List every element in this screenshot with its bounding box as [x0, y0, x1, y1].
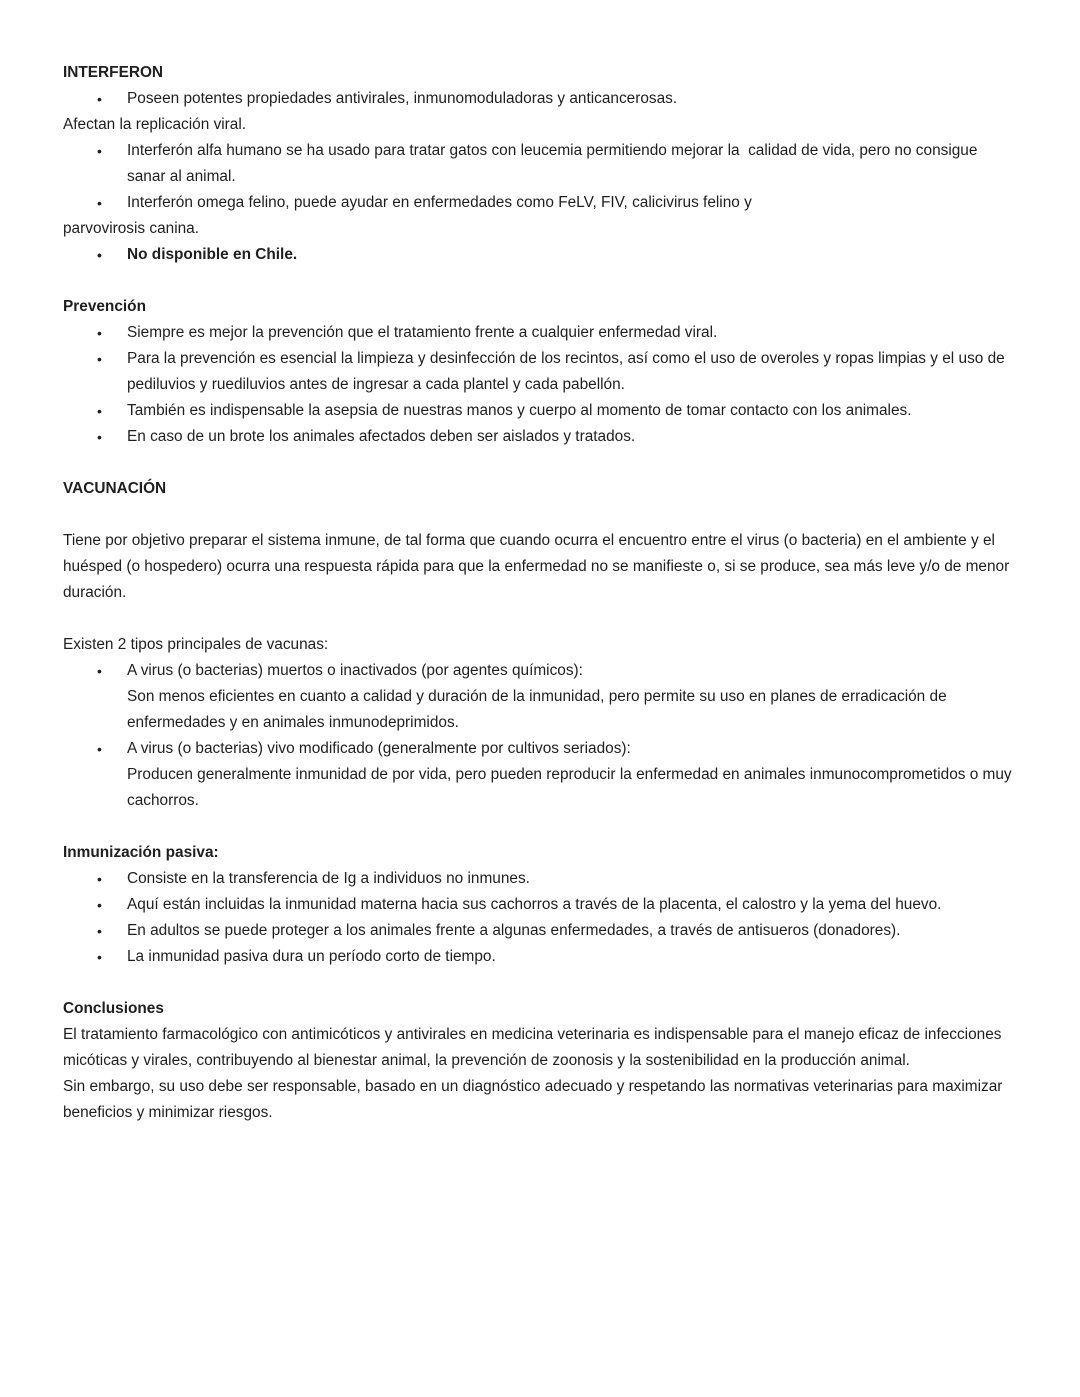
bullet-line: A virus (o bacterias) muertos o inactivados (por agentes químicos):: [127, 662, 583, 679]
bullet-item: [63, 86, 1015, 112]
bullet-item: [63, 892, 1015, 918]
bullet-item: [63, 346, 1015, 398]
bullet-line: Producen generalmente inmunidad de por vida, pero pueden reproducir la enfermedad en animales inmunocomprometidos o muy cachorros.: [127, 766, 1016, 809]
bullet-text: [127, 138, 1015, 190]
paragraph: Tiene por objetivo preparar el sistema inmune, de tal forma que cuando ocurra el encuentro entre el virus (o bacteria) en el ambiente y el huésped (o hospedero) ocurra una respuesta rápida para que la enfermedad no se manifieste o, si se produce, sea más leve y/o de menor duración.: [63, 532, 1014, 601]
bullet-text: [127, 320, 1015, 346]
blank-line: [63, 606, 1015, 632]
blank-line: [63, 814, 1015, 840]
bullet-line: También es indispensable la asepsia de nuestras manos y cuerpo al momento de tomar contacto con los animales.: [127, 402, 912, 419]
blank-line: [63, 970, 1015, 996]
bullet-line: Siempre es mejor la prevención que el tratamiento frente a cualquier enfermedad viral.: [127, 324, 718, 341]
bullet-text: [127, 86, 1015, 112]
paragraph: Afectan la replicación viral.: [63, 116, 247, 133]
bullet-line: En caso de un brote los animales afectados deben ser aislados y tratados.: [127, 428, 636, 445]
section-heading: VACUNACIÓN: [63, 480, 167, 497]
bullet-dot-icon: •: [97, 923, 102, 939]
bullet-line: A virus (o bacterias) vivo modificado (generalmente por cultivos seriados):: [127, 740, 631, 757]
paragraph: Sin embargo, su uso debe ser responsable, basado en un diagnóstico adecuado y respetando las normativas veterinarias para maximizar beneficios y minimizar riesgos.: [63, 1078, 1007, 1121]
bullet-dot-icon: •: [97, 325, 102, 341]
bullet-line: Poseen potentes propiedades antivirales, inmunomoduladoras y anticancerosas.: [127, 90, 678, 107]
bullet-item: [63, 242, 1015, 268]
bullet-line: Aquí están incluidas la inmunidad materna hacia sus cachorros a través de la placenta, el calostro y la yema del huevo.: [127, 896, 942, 913]
bullet-item: [63, 918, 1015, 944]
bullet-item: [63, 736, 1015, 814]
bullet-dot-icon: •: [97, 741, 102, 757]
bullet-dot-icon: •: [97, 429, 102, 445]
bullet-text: [127, 892, 1015, 918]
bullet-dot-icon: •: [97, 143, 102, 159]
bullet-line: Interferón alfa humano se ha usado para tratar gatos con leucemia permitiendo mejorar la calidad de vida, pero no consigue sanar al animal.: [127, 142, 982, 185]
bullet-text: [127, 346, 1015, 398]
bullet-text: [127, 424, 1015, 450]
bullet-text: [127, 242, 1015, 268]
bullet-text: [127, 658, 1015, 736]
bullet-item: [63, 398, 1015, 424]
bullet-text: [127, 736, 1015, 814]
bullet-dot-icon: •: [97, 871, 102, 887]
blank-line: [63, 502, 1015, 528]
bullet-item: [63, 658, 1015, 736]
bullet-line: Consiste en la transferencia de Ig a individuos no inmunes.: [127, 870, 530, 887]
section-heading: INTERFERON: [63, 64, 164, 81]
blank-line: [63, 450, 1015, 476]
bullet-item: [63, 866, 1015, 892]
bullet-line: En adultos se puede proteger a los animales frente a algunas enfermedades, a través de antisueros (donadores).: [127, 922, 901, 939]
bullet-dot-icon: •: [97, 897, 102, 913]
bullet-item: [63, 424, 1015, 450]
blank-line: [63, 268, 1015, 294]
paragraph: parvovirosis canina.: [63, 220, 200, 237]
bullet-item: [63, 190, 1015, 216]
bullet-text: [127, 398, 1015, 424]
bullet-line: Son menos eficientes en cuanto a calidad y duración de la inmunidad, pero permite su uso en planes de erradicación de enfermedades y en animales inmunodeprimidos.: [127, 688, 951, 731]
bullet-line: No disponible en Chile.: [127, 246, 298, 263]
section-heading: Inmunización pasiva:: [63, 844, 219, 861]
section-heading: Prevención: [63, 298, 146, 315]
bullet-dot-icon: •: [97, 663, 102, 679]
bullet-text: [127, 944, 1015, 970]
bullet-dot-icon: •: [97, 195, 102, 211]
bullet-item: [63, 138, 1015, 190]
bullet-text: [127, 918, 1015, 944]
bullet-dot-icon: •: [97, 403, 102, 419]
bullet-dot-icon: •: [97, 949, 102, 965]
bullet-line: Interferón omega felino, puede ayudar en enfermedades como FeLV, FIV, calicivirus felino y: [127, 194, 752, 211]
bullet-dot-icon: •: [97, 247, 102, 263]
bullet-dot-icon: •: [97, 351, 102, 367]
document-content: [63, 60, 1015, 1126]
bullet-text: [127, 866, 1015, 892]
bullet-item: [63, 320, 1015, 346]
bullet-dot-icon: •: [97, 91, 102, 107]
bullet-line: Para la prevención es esencial la limpieza y desinfección de los recintos, así como el uso de overoles y ropas limpias y el uso de pediluvios y ruediluvios antes de ingresar a cada plantel y cada pabellón.: [127, 350, 1009, 393]
section-heading: Conclusiones: [63, 1000, 164, 1017]
paragraph: Existen 2 tipos principales de vacunas:: [63, 636, 329, 653]
bullet-text: [127, 190, 1015, 216]
bullet-item: [63, 944, 1015, 970]
bullet-line: La inmunidad pasiva dura un período corto de tiempo.: [127, 948, 496, 965]
paragraph: El tratamiento farmacológico con antimicóticos y antivirales en medicina veterinaria es indispensable para el manejo eficaz de infecciones micóticas y virales, contribuyendo al bienestar animal, la prevención de zoonosis y la sostenibilidad en la producción animal.: [63, 1026, 1006, 1069]
